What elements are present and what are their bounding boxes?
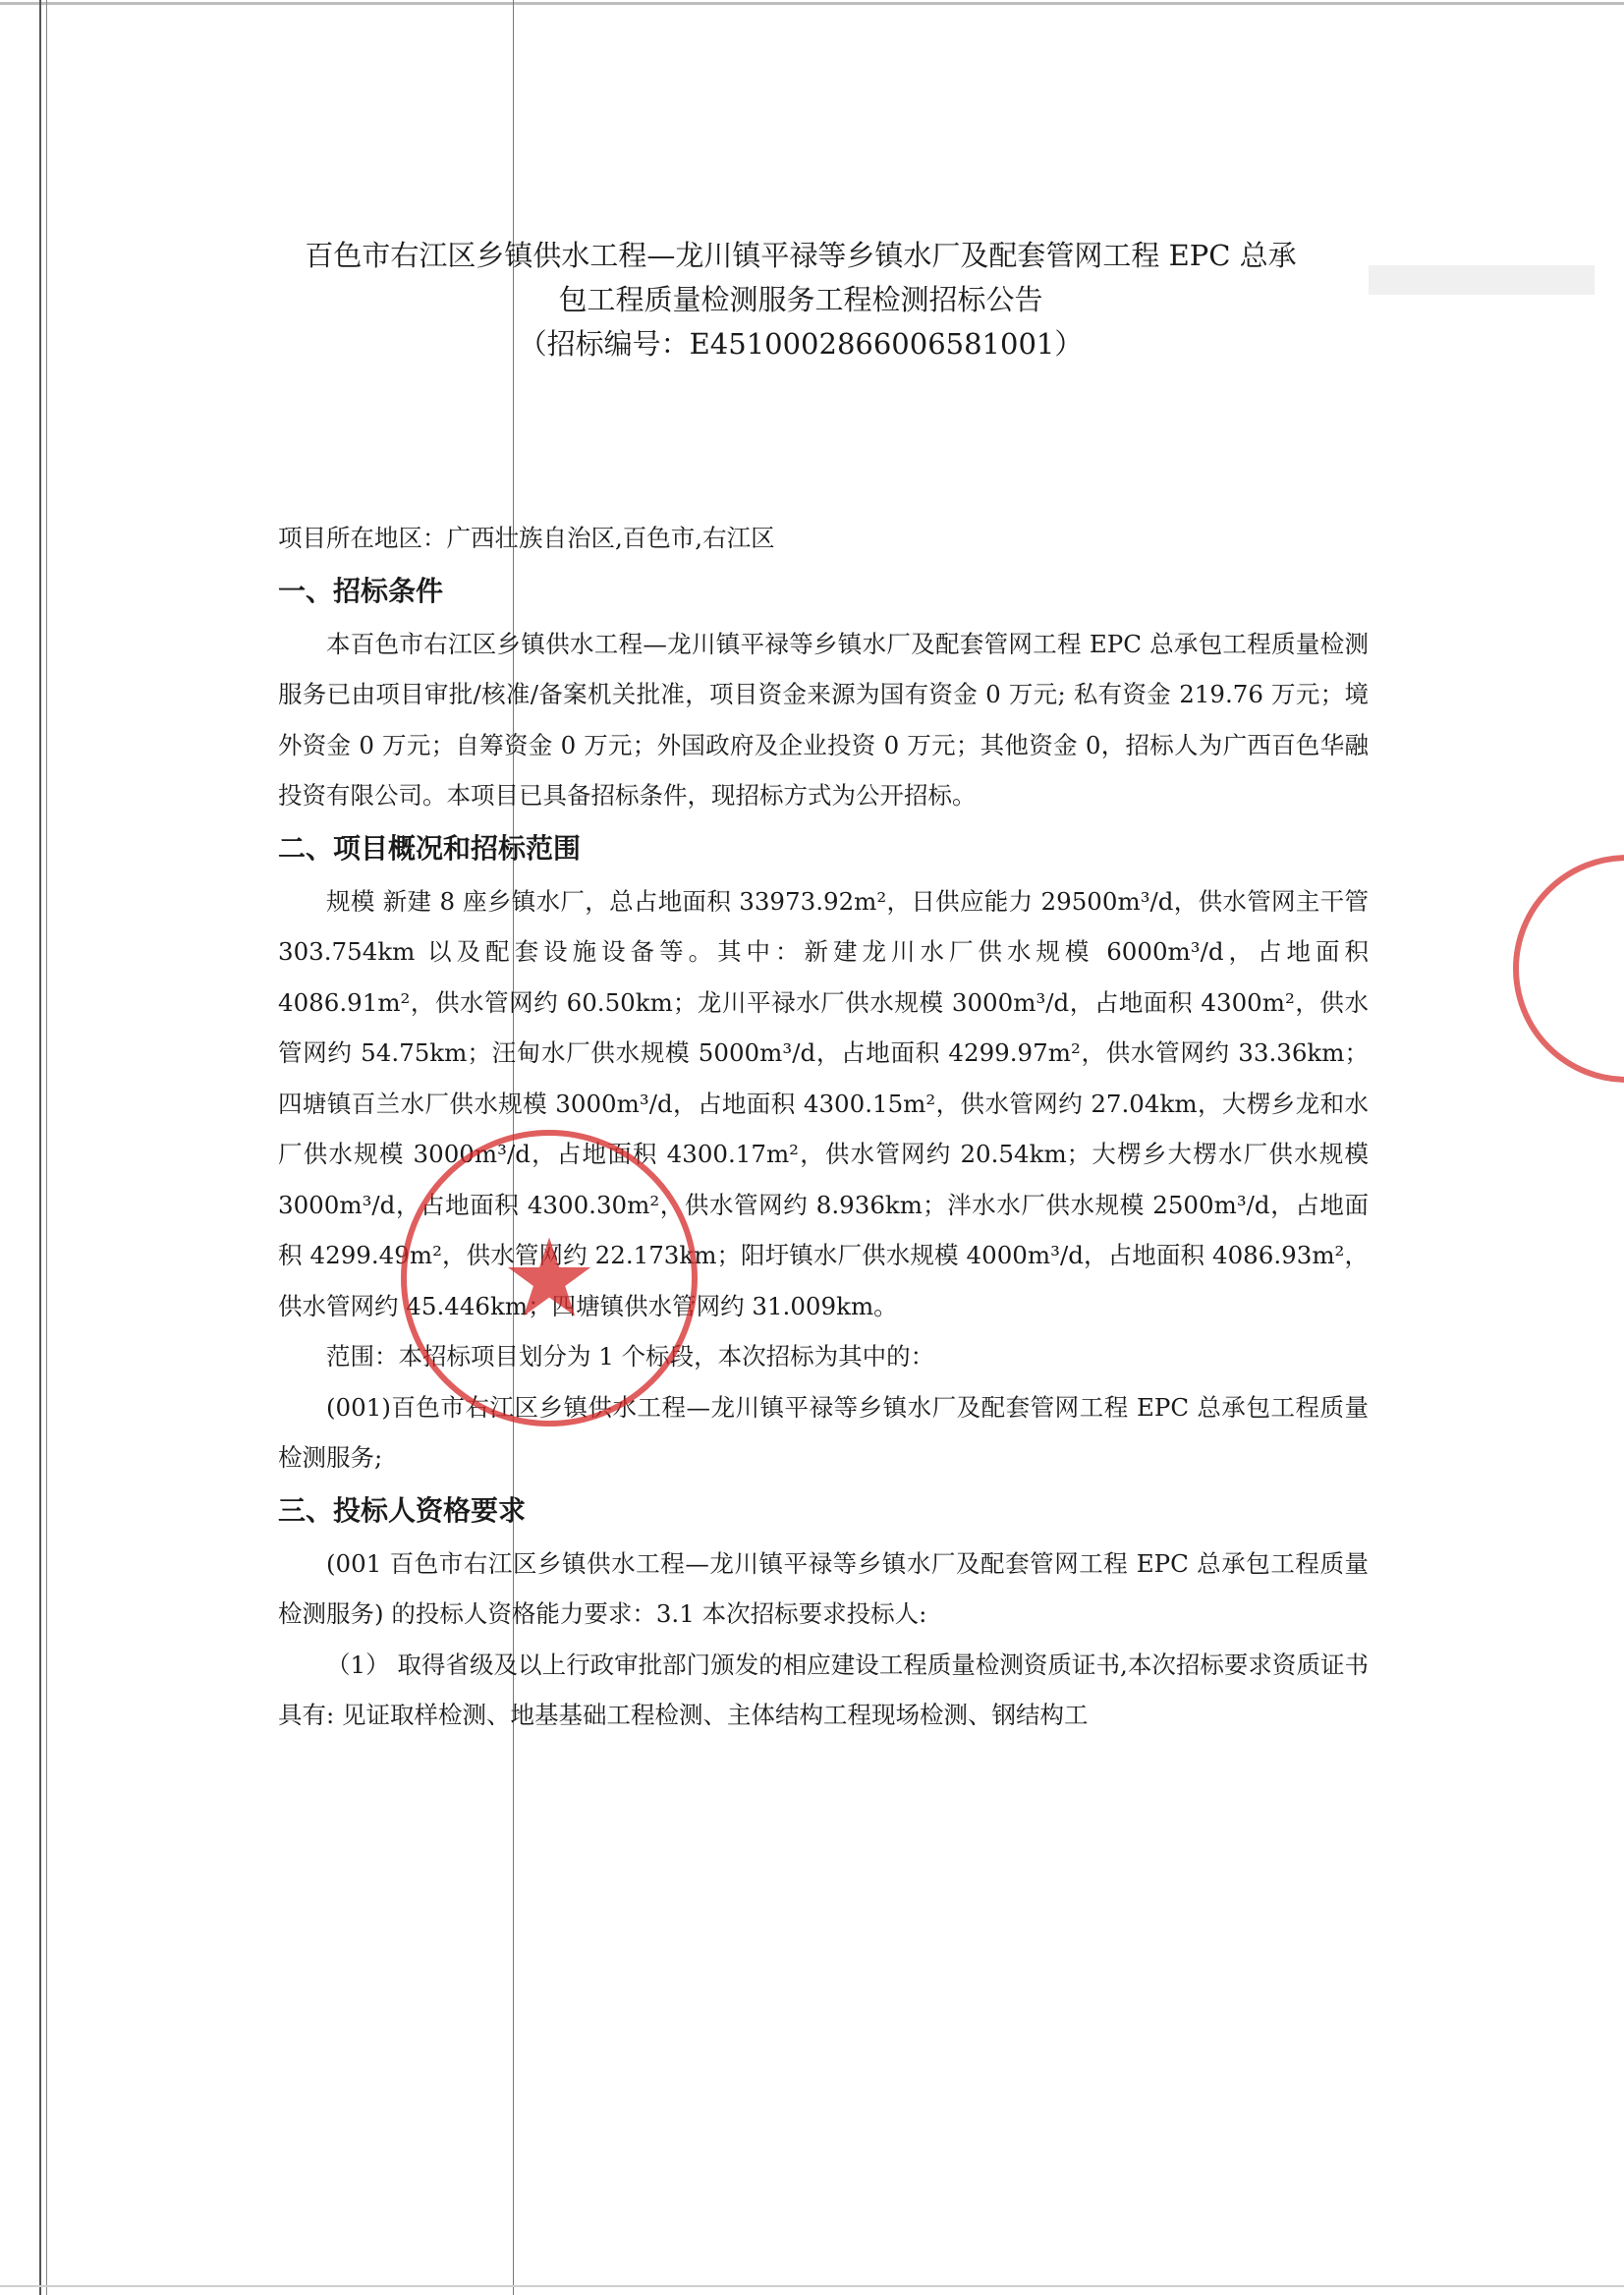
seal-star-icon: ★ (500, 1215, 598, 1341)
section-3-paragraph-1: (001 百色市右江区乡镇供水工程—龙川镇平禄等乡镇水厂及配套管网工程 EPC 总承包工程质量检测服务) 的投标人资格能力要求：3.1 本次招标要求投标人: (278, 1548, 1369, 1628)
scan-top-edge (0, 2, 1624, 5)
title-line-2: 包工程质量检测服务工程检测招标公告 (558, 283, 1043, 316)
official-seal-stamp (401, 1130, 698, 1427)
section-2-scale: 规模 新建 8 座乡镇水厂，总占地面积 33973.92m²，日供应能力 29500m³/d，供水管网主干管 303.754km 以及配套设施设备等。其中：新建龙川水厂供水规模 6000m³/d，占地面积 4086.91m²，供水管网约 60.50km；龙川平禄水厂供水规模 3000m³/d，占地面积 4300m²，供水管网约 54.75km；汪甸水厂供水规模 5000m³/d，占地面积 4299.97m²，供水管网约 33.36km；四塘镇百兰水厂供水规模 3000m³/d，占地面积 4300.15m²，供水管网约 27.04km，大楞乡龙和水厂供水规模 3000m³/d，占地面积 4300.17m²，供水管网约 20.54km；大楞乡大楞水厂供水规模 3000m³/d，占地面积 4300.30m²，供水管网约 8.936km；泮水水厂供水规模 2500m³/d，占地面积 4299.49m²，供水管网约 22.173km；阳圩镇水厂供水规模 4000m³/d，占地面积 4086.93m²，供水管网约 45.446km；四塘镇供水管网约 31.009km。 (278, 886, 1369, 1320)
section-2-heading: 二、项目概况和招标范围 (278, 831, 582, 865)
title-line-1: 百色市右江区乡镇供水工程—龙川镇平禄等乡镇水厂及配套管网工程 EPC 总承 (305, 239, 1297, 272)
partial-seal-stamp (1513, 855, 1624, 1083)
scan-bottom-edge (0, 2285, 1624, 2287)
project-region: 项目所在地区：广西壮族自治区,百色市,右江区 (278, 524, 775, 552)
section-3-heading: 三、投标人资格要求 (278, 1493, 527, 1527)
tender-number: （招标编号：E4510002866006581001） (518, 327, 1084, 361)
section-3-paragraph-2: （1） 取得省级及以上行政审批部门颁发的相应建设工程质量检测资质证书,本次招标要求资质证书具有: 见证取样检测、地基基础工程检测、主体结构工程现场检测、钢结构工 (278, 1650, 1369, 1729)
document-title (236, 234, 1366, 366)
section-2-lot: (001)百色市右江区乡镇供水工程—龙川镇平禄等乡镇水厂及配套管网工程 EPC 总承包工程质量检测服务; (278, 1392, 1369, 1472)
scan-smudge (1369, 265, 1595, 295)
scan-binding-line-inner (46, 0, 47, 2295)
section-2-scope: 范围：本招标项目划分为 1 个标段，本次招标为其中的： (326, 1342, 935, 1371)
document-body (278, 513, 1369, 1741)
section-1-heading: 一、招标条件 (278, 574, 444, 607)
section-1-paragraph: 本百色市右江区乡镇供水工程—龙川镇平禄等乡镇水厂及配套管网工程 EPC 总承包工程质量检测服务已由项目审批/核准/备案机关批准，项目资金来源为国有资金 0 万元; 私有资金 219.76 万元；境外资金 0 万元；自筹资金 0 万元；外国政府及企业投资 0 万元；其他资金 0，招标人为广西百色华融投资有限公司。本项目已具备招标条件，现招标方式为公开招标。 (278, 629, 1369, 810)
scan-binding-line (39, 0, 41, 2295)
